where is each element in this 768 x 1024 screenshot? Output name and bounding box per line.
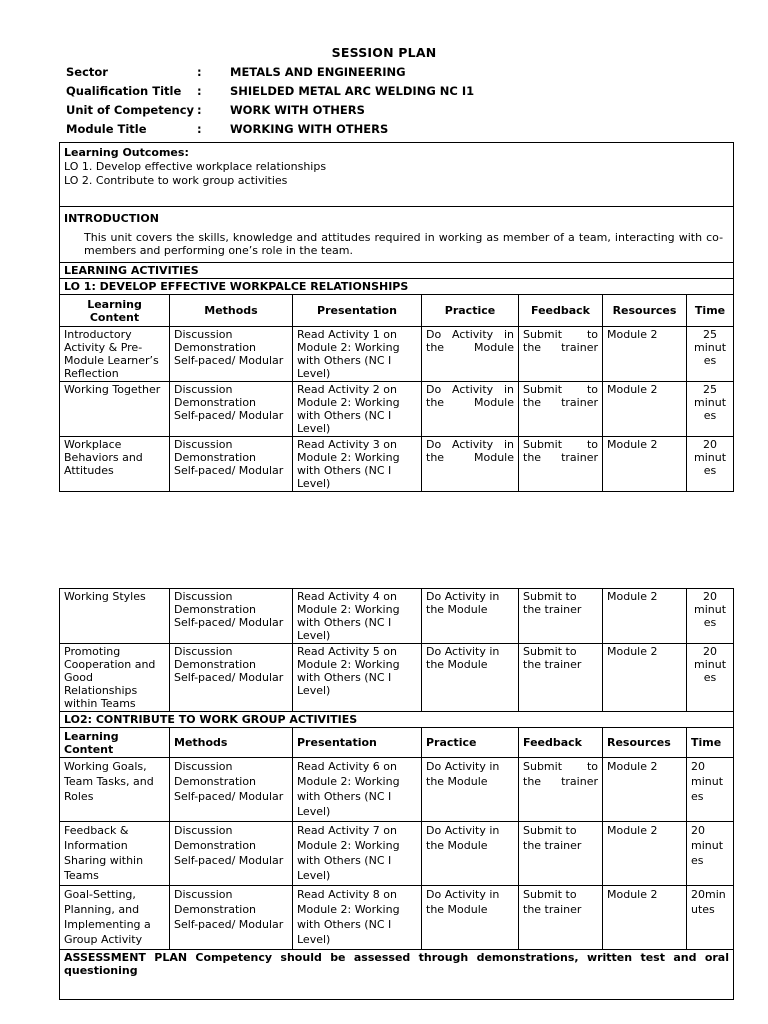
method-item: Demonstration: [174, 396, 257, 409]
activity-row: [60, 822, 734, 886]
presentation-cell: Read Activity 8 on Module 2: Working with Others (NC I Level): [293, 886, 422, 950]
learning-outcomes-row: [60, 143, 734, 207]
lo2-row: [60, 712, 734, 728]
meta-key: Qualification Title: [66, 84, 182, 98]
feedback-cell: Submit to the trainer: [519, 886, 603, 950]
method-item: Discussion: [174, 760, 233, 773]
method-item: Demonstration: [174, 451, 257, 464]
assessment-plan: ASSESSMENT PLAN Competency should be assessed through demonstrations, written test and oral questioning: [60, 950, 734, 1000]
learning-content-cell: Promoting Cooperation and Good Relationships within Teams: [60, 644, 170, 712]
presentation-cell: Read Activity 5 on Module 2: Working with Others (NC I Level): [293, 644, 422, 712]
meta-value: METALS AND ENGINEERING: [230, 65, 406, 79]
session-plan-table-page1: [59, 142, 734, 492]
feedback-cell: Submit to the trainer: [519, 327, 603, 382]
activity-row: [60, 382, 734, 437]
resources-cell: Module 2: [603, 644, 687, 712]
activity-row: [60, 886, 734, 950]
methods-cell: [170, 822, 293, 886]
lo1-activities-continued-body: [60, 589, 734, 712]
activity-row: [60, 327, 734, 382]
meta-colon: :: [197, 65, 202, 79]
col-header-methods: Methods: [170, 295, 293, 327]
resources-cell: Module 2: [603, 327, 687, 382]
method-item: Self-paced/ Modular: [174, 464, 284, 477]
meta-colon: :: [197, 122, 202, 136]
col-header-content: Learning Content: [60, 295, 170, 327]
learning-content-cell: Goal-Setting, Planning, and Implementing a Group Activity: [60, 886, 170, 950]
time-cell: 20 minut es: [687, 758, 734, 822]
col-header-content: Learning Content: [60, 728, 170, 758]
methods-cell: [170, 382, 293, 437]
learning-outcome-item: LO 1. Develop effective workplace relationships: [64, 160, 327, 173]
learning-outcomes-heading: Learning Outcomes:: [64, 146, 189, 159]
method-item: Demonstration: [174, 658, 257, 671]
introduction-cell: [60, 207, 734, 263]
learning-content-cell: Working Together: [60, 382, 170, 437]
practice-cell: Do Activity in the Module: [422, 822, 519, 886]
method-item: Demonstration: [174, 775, 257, 788]
time-cell: 20 minut es: [687, 437, 734, 492]
presentation-cell: Read Activity 7 on Module 2: Working with Others (NC I Level): [293, 822, 422, 886]
method-item: Demonstration: [174, 341, 257, 354]
activity-row: [60, 758, 734, 822]
col-header-time: Time: [687, 295, 734, 327]
feedback-cell: Submit to the trainer: [519, 822, 603, 886]
session-plan-table-page2: [59, 588, 734, 1000]
feedback-cell: Submit to the trainer: [519, 758, 603, 822]
learning-activities-heading: LEARNING ACTIVITIES: [60, 263, 734, 279]
col-header-practice: Practice: [422, 295, 519, 327]
feedback-cell: Submit to the trainer: [519, 382, 603, 437]
feedback-cell: Submit to the trainer: [519, 644, 603, 712]
methods-cell: [170, 589, 293, 644]
learning-outcome-item: LO 2. Contribute to work group activities: [64, 174, 288, 187]
col-header-resources: Resources: [603, 728, 687, 758]
resources-cell: Module 2: [603, 822, 687, 886]
introduction-heading: INTRODUCTION: [64, 212, 159, 225]
resources-cell: Module 2: [603, 382, 687, 437]
method-item: Self-paced/ Modular: [174, 671, 284, 684]
presentation-cell: Read Activity 3 on Module 2: Working with Others (NC I Level): [293, 437, 422, 492]
introduction-text: This unit covers the skills, knowledge and attitudes required in working as member of a team, interacting with co-members and performing one’s role in the team.: [84, 231, 724, 257]
resources-cell: Module 2: [603, 886, 687, 950]
activity-row: [60, 644, 734, 712]
methods-cell: [170, 327, 293, 382]
feedback-cell: Submit to the trainer: [519, 437, 603, 492]
col-header-practice: Practice: [422, 728, 519, 758]
time-cell: 20 minut es: [687, 644, 734, 712]
introduction-row: [60, 207, 734, 263]
presentation-cell: Read Activity 2 on Module 2: Working with Others (NC I Level): [293, 382, 422, 437]
lo1-activities-body: [60, 327, 734, 492]
col-header-presentation: Presentation: [293, 295, 422, 327]
practice-cell: Do Activity in the Module: [422, 886, 519, 950]
method-item: Self-paced/ Modular: [174, 790, 284, 803]
methods-cell: [170, 758, 293, 822]
presentation-cell: Read Activity 4 on Module 2: Working with Others (NC I Level): [293, 589, 422, 644]
meta-value: SHIELDED METAL ARC WELDING NC I1: [230, 84, 475, 98]
meta-value: WORKING WITH OTHERS: [230, 122, 389, 136]
activity-row: [60, 437, 734, 492]
lo2-activities-body: [60, 758, 734, 950]
method-item: Demonstration: [174, 603, 257, 616]
method-item: Discussion: [174, 888, 233, 901]
feedback-cell: Submit to the trainer: [519, 589, 603, 644]
method-item: Demonstration: [174, 839, 257, 852]
lo1-row: [60, 279, 734, 295]
method-item: Discussion: [174, 590, 233, 603]
meta-value: WORK WITH OTHERS: [230, 103, 365, 117]
time-cell: 20 minut es: [687, 589, 734, 644]
meta-key: Sector: [66, 65, 108, 79]
meta-key: Module Title: [66, 122, 147, 136]
learning-content-cell: Introductory Activity & Pre-Module Learner’s Reflection: [60, 327, 170, 382]
learning-content-cell: Working Styles: [60, 589, 170, 644]
learning-content-cell: Workplace Behaviors and Attitudes: [60, 437, 170, 492]
methods-cell: [170, 437, 293, 492]
meta-colon: :: [197, 103, 202, 117]
col-header-feedback: Feedback: [519, 728, 603, 758]
time-cell: 25 minut es: [687, 382, 734, 437]
col-header-resources: Resources: [603, 295, 687, 327]
presentation-cell: Read Activity 6 on Module 2: Working with Others (NC I Level): [293, 758, 422, 822]
activity-row: [60, 589, 734, 644]
learning-activities-row: [60, 263, 734, 279]
method-item: Self-paced/ Modular: [174, 854, 284, 867]
lo1-heading: LO 1: DEVELOP EFFECTIVE WORKPALCE RELATIONSHIPS: [60, 279, 734, 295]
practice-cell: Do Activity in the Module: [422, 644, 519, 712]
method-item: Self-paced/ Modular: [174, 918, 284, 931]
methods-cell: [170, 886, 293, 950]
learning-content-cell: Feedback & Information Sharing within Teams: [60, 822, 170, 886]
method-item: Discussion: [174, 645, 233, 658]
meta-key: Unit of Competency: [66, 103, 195, 117]
column-header-row-2: [60, 728, 734, 758]
col-header-feedback: Feedback: [519, 295, 603, 327]
time-cell: 20min utes: [687, 886, 734, 950]
method-item: Self-paced/ Modular: [174, 409, 284, 422]
resources-cell: Module 2: [603, 437, 687, 492]
practice-cell: Do Activity in the Module: [422, 437, 519, 492]
col-header-methods: Methods: [170, 728, 293, 758]
resources-cell: Module 2: [603, 758, 687, 822]
col-header-presentation: Presentation: [293, 728, 422, 758]
method-item: Discussion: [174, 824, 233, 837]
time-cell: 20 minut es: [687, 822, 734, 886]
method-item: Discussion: [174, 328, 233, 341]
methods-cell: [170, 644, 293, 712]
practice-cell: Do Activity in the Module: [422, 589, 519, 644]
method-item: Self-paced/ Modular: [174, 354, 284, 367]
practice-cell: Do Activity in the Module: [422, 758, 519, 822]
learning-content-cell: Working Goals, Team Tasks, and Roles: [60, 758, 170, 822]
col-header-time: Time: [687, 728, 734, 758]
meta-colon: :: [197, 84, 202, 98]
time-cell: 25 minut es: [687, 327, 734, 382]
method-item: Demonstration: [174, 903, 257, 916]
lo2-heading: LO2: CONTRIBUTE TO WORK GROUP ACTIVITIES: [60, 712, 734, 728]
learning-outcomes-cell: [60, 143, 734, 207]
practice-cell: Do Activity in the Module: [422, 382, 519, 437]
column-header-row: [60, 295, 734, 327]
presentation-cell: Read Activity 1 on Module 2: Working with Others (NC I Level): [293, 327, 422, 382]
practice-cell: Do Activity in the Module: [422, 327, 519, 382]
method-item: Discussion: [174, 383, 233, 396]
page-title: SESSION PLAN: [331, 45, 437, 60]
method-item: Self-paced/ Modular: [174, 616, 284, 629]
method-item: Discussion: [174, 438, 233, 451]
resources-cell: Module 2: [603, 589, 687, 644]
assessment-row: [60, 950, 734, 1000]
